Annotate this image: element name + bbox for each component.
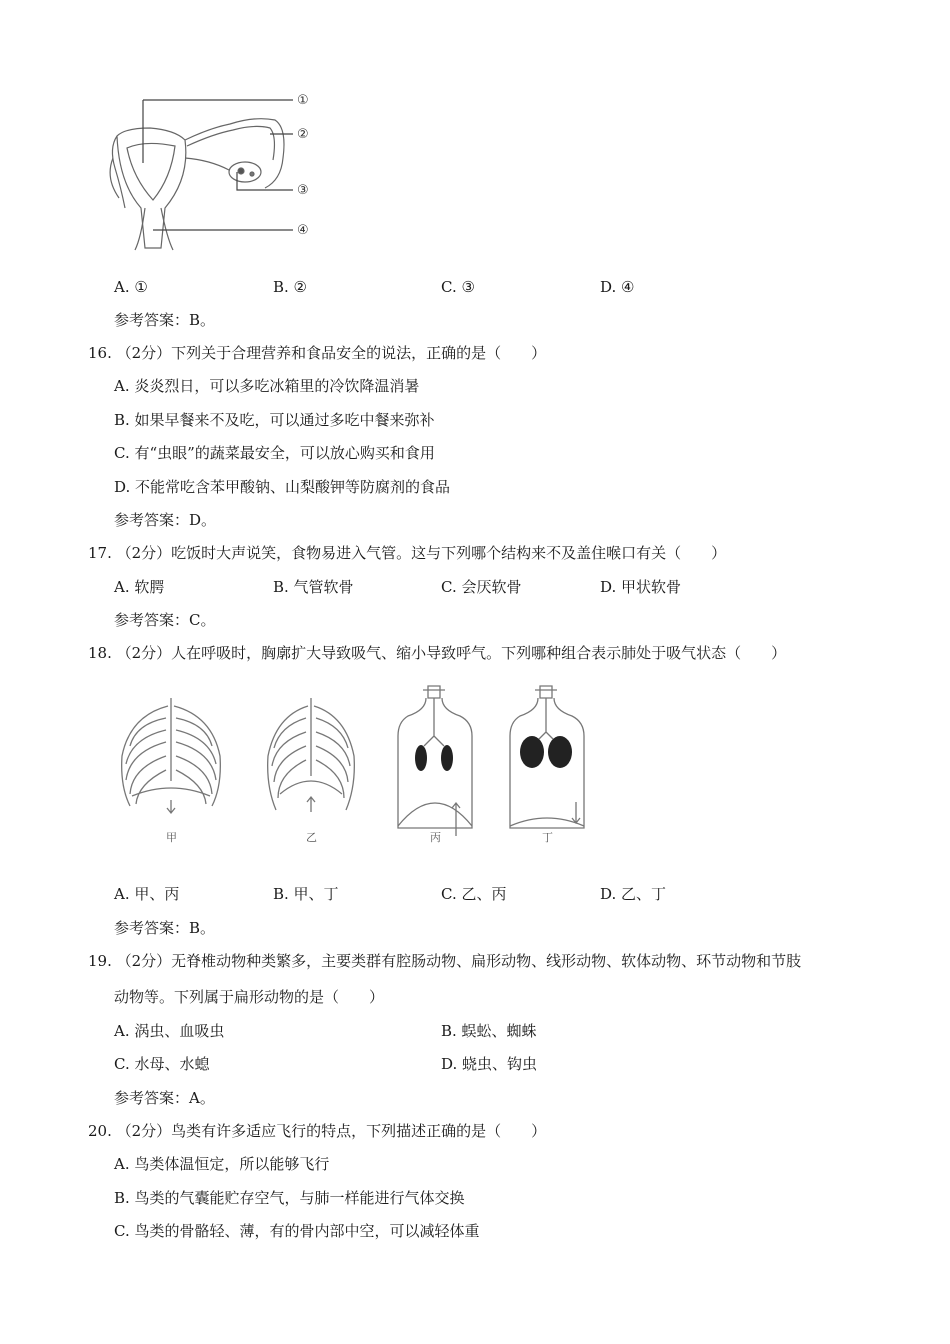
q16-option-b: B. 如果早餐来不及吃，可以通过多吃中餐来弥补: [114, 411, 435, 429]
q15-option-a: A. ①: [114, 278, 148, 296]
caption-jia: 甲: [166, 831, 177, 844]
caption-bing: 丙: [430, 831, 441, 844]
q15-answer: 参考答案：B。: [114, 311, 216, 329]
caption-yi: 乙: [306, 831, 317, 844]
q16-option-d: D. 不能常吃含苯甲酸钠、山梨酸钾等防腐剂的食品: [114, 478, 451, 496]
q18-option-c: C. 乙、丙: [441, 885, 507, 903]
q20-option-c: C. 鸟类的骨骼轻、薄，有的骨内部中空，可以减轻体重: [114, 1222, 480, 1240]
q16-answer: 参考答案：D。: [114, 511, 217, 529]
q18-stem: 18. （2分）人在呼吸时，胸廓扩大导致吸气、缩小导致呼气。下列哪种组合表示肺处于吸气状态（ ）: [88, 644, 787, 662]
q19-option-d: D. 蛲虫、钩虫: [441, 1055, 538, 1073]
breathing-figures: [110, 676, 600, 848]
q17-answer: 参考答案：C。: [114, 611, 216, 629]
figure-label-4: ④: [297, 223, 309, 238]
q18-option-b: B. 甲、丁: [273, 885, 339, 903]
q18-option-d: D. 乙、丁: [600, 885, 667, 903]
caption-ding: 丁: [542, 831, 553, 844]
rib-cage-yi: [268, 698, 355, 812]
q19-answer: 参考答案：A。: [114, 1089, 215, 1107]
q15-option-c: C. ③: [441, 278, 475, 296]
q18-answer: 参考答案：B。: [114, 919, 216, 937]
figure-label-2: ②: [297, 127, 309, 142]
q16-option-c: C. 有“虫眼”的蔬菜最安全，可以放心购买和食用: [114, 444, 435, 462]
q15-option-b: B. ②: [273, 278, 308, 296]
q15-option-d: D. ④: [600, 278, 635, 296]
q17-option-a: A. 软腭: [114, 578, 165, 596]
q20-stem: 20. （2分）鸟类有许多适应飞行的特点，下列描述正确的是（ ）: [88, 1122, 547, 1140]
q19-option-b: B. 蜈蚣、蜘蛛: [441, 1022, 537, 1040]
q19-stem-line1: 19. （2分）无脊椎动物种类繁多，主要类群有腔肠动物、扁形动物、线形动物、软体动物、环节动物和节肢: [88, 952, 802, 970]
q17-option-c: C. 会厌软骨: [441, 578, 522, 596]
q17-option-d: D. 甲状软骨: [600, 578, 682, 596]
figure-label-3: ③: [297, 183, 309, 198]
q19-stem-line2: 动物等。下列属于扁形动物的是（ ）: [114, 988, 385, 1006]
q18-option-a: A. 甲、丙: [114, 885, 180, 903]
q20-option-b: B. 鸟类的气囊能贮存空气，与肺一样能进行气体交换: [114, 1189, 465, 1207]
figure-label-1: ①: [297, 93, 309, 108]
q19-option-c: C. 水母、水螅: [114, 1055, 210, 1073]
q20-option-a: A. 鸟类体温恒定，所以能够飞行: [114, 1155, 330, 1173]
bell-jar-bing: [398, 686, 472, 836]
rib-cage-jia: [122, 698, 221, 813]
q16-option-a: A. 炎炎烈日，可以多吃冰箱里的冷饮降温消暑: [114, 377, 420, 395]
q16-stem: 16. （2分）下列关于合理营养和食品安全的说法，正确的是（ ）: [88, 344, 547, 362]
q19-option-a: A. 涡虫、血吸虫: [114, 1022, 225, 1040]
q17-option-b: B. 气管软骨: [273, 578, 354, 596]
reproductive-system-figure: [105, 88, 330, 258]
q17-stem: 17. （2分）吃饭时大声说笑，食物易进入气管。这与下列哪个结构来不及盖住喉口有关（ ）: [88, 544, 727, 562]
